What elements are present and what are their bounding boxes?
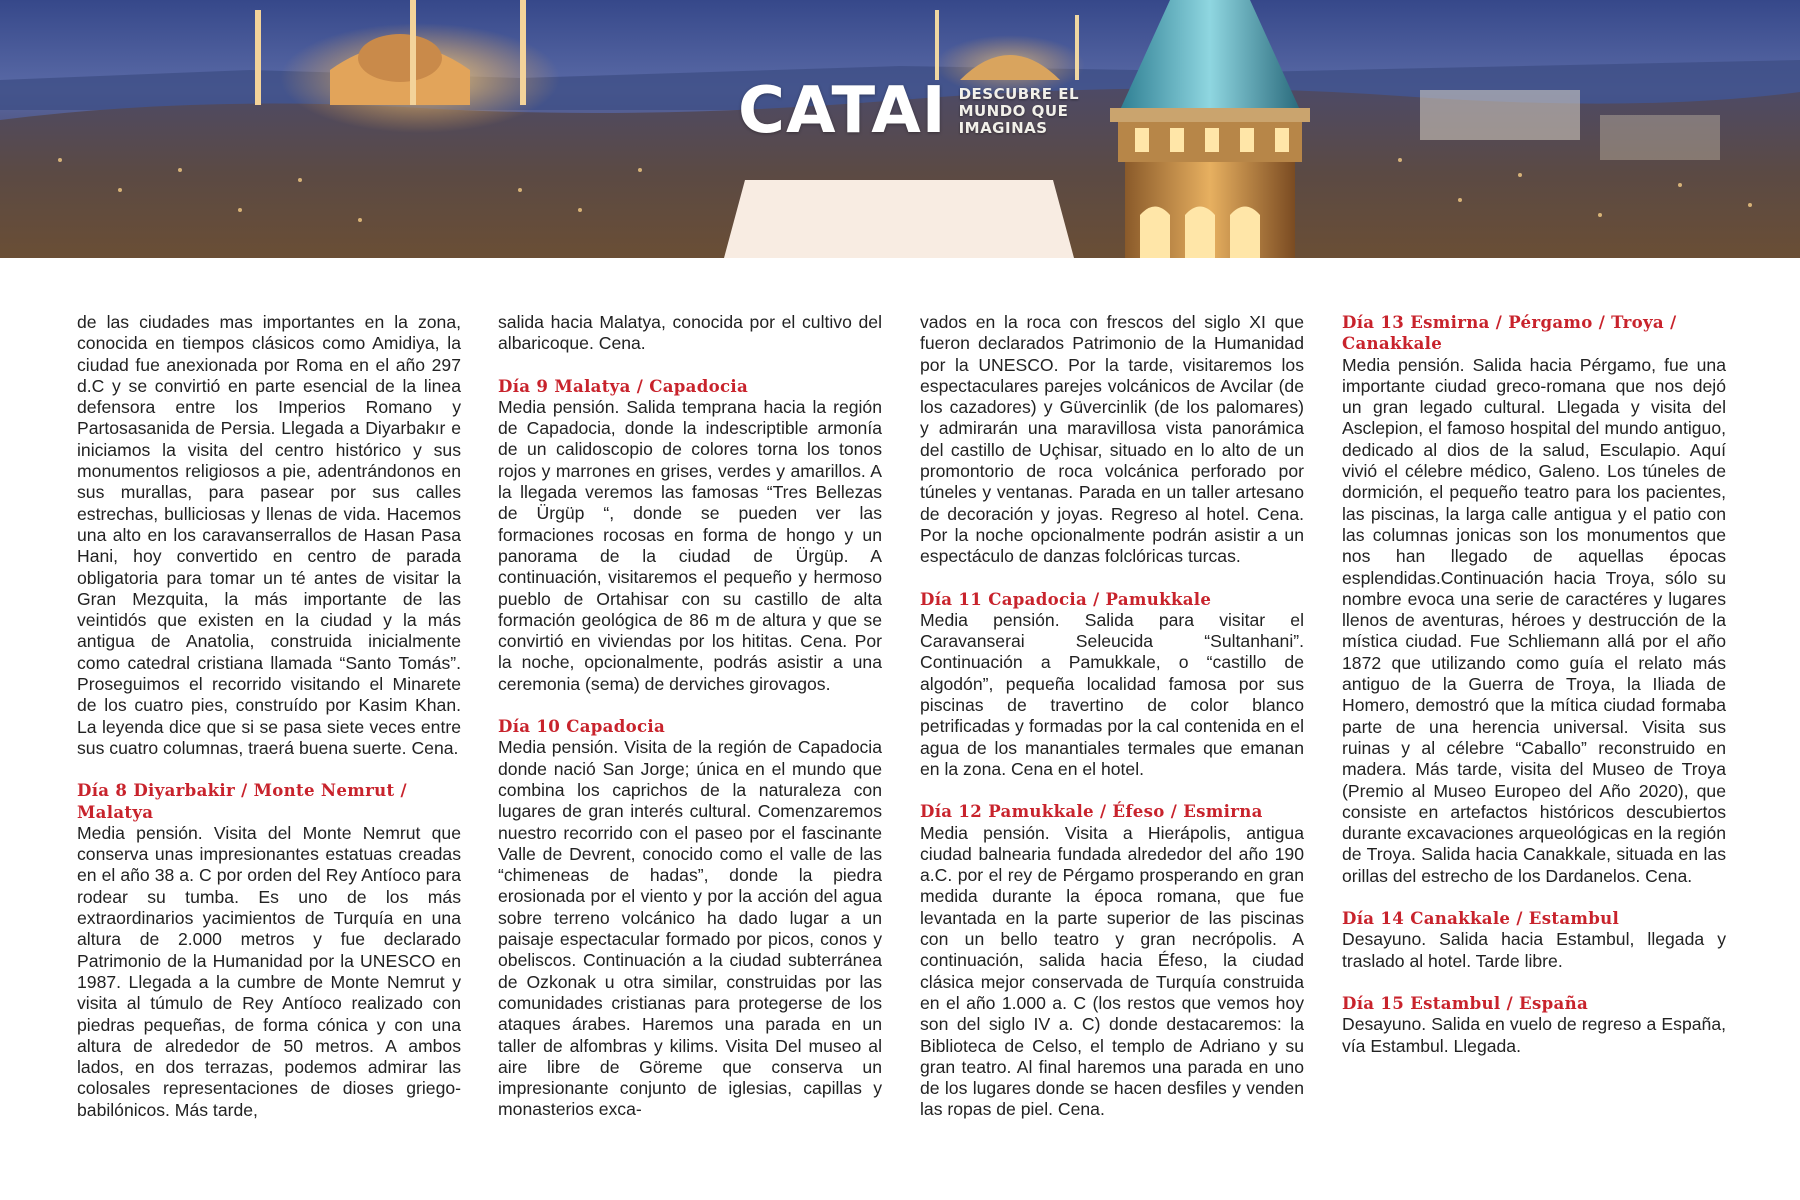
logo-tagline: DESCUBRE EL MUNDO QUE IMAGINAS bbox=[958, 84, 1080, 137]
body-paragraph: Media pensión. Salida temprana hacia la región de Capadocia, donde la indescriptible armonía de un calidoscopio de colores torna los tonos rojos y marrones en grises, verdes y amarillos. A la llegada veremos las famosas “Tres Bellezas de Ürgüp “, donde se pueden ver las formaciones rocosas en forma de hongo y un panorama de la ciudad de Ürgüp. A continuación, visitaremos el pequeño y hermoso pueblo de Ortahisar con su castillo de alta formación geológica de 86 m de altura y que se convirtió en viviendas por los hititas. Cena. Por la noche, opcionalmente, podrás asistir a una ceremonia (sema) de derviches girovagos. bbox=[498, 396, 882, 694]
hero-banner bbox=[0, 0, 1800, 258]
body-paragraph: Media pensión. Visita de la región de Capadocia donde nació San Jorge; única en el mundo que combina los caprichos de la naturaleza con lugares de gran interés cultural. Comenzaremos nuestro recorrido con el paseo por el fascinante Valle de Devrent, conocido como el valle de las “chimeneas de hadas”, donde la piedra erosionada por el viento y por la acción del agua sobre terreno volcánico ha dado lugar a un paisaje espectacular formado por picos, conos y obeliscos. Continuación a la ciudad subterránea de Ozkonak u otra similar, construidas por las comunidades cristianas para protegerse de los ataques árabes. Haremos una parada en un taller de alfombras y kilims. Visita Del museo al aire libre de Göreme que conserva un impresionante conjunto de iglesias, capillas y monasterios exca- bbox=[498, 737, 882, 1120]
body-paragraph: de las ciudades mas importantes en la zona, conocida en tiempos clásicos como Amidiya, la ciudad fue anexionada por Roma en el año 297 d.C y se convirtió en parte esencial de la linea defensora entre los Imperios Romano y Partosasanida de Persia. Llegada a Diyarbakır e iniciamos la visita del centro histórico y sus monumentos religiosos a pie, adentrándonos en sus murallas, para pasear por sus calles estrechas, bulliciosas y llenas de vida. Hacemos una alto en los caravanserrallos de Hasan Pasa Hani, hoy convertido en centro de parada obligatoria para tomar un té antes de visitar la Gran Mezquita, la más importante de las veintidós que existen en la ciudad y la más antigua de Anatolia, construida inicialmente como catedral cristiana llamada “Santo Tomás”. Proseguimos el recorrido visitando el Minarete de los cuatro pies, construído por Kasim Khan. La leyenda dice que si se pasa siete veces entre sus cuatro columnas, traerá buena suerte. Cena. bbox=[77, 312, 461, 758]
body-paragraph: vados en la roca con frescos del siglo XI que fueron declarados Patrimonio de la Humanidad por la UNESCO. Por la tarde, visitaremos los espectaculares parejes volcánicos de Avcilar (de los cazadores) y Güvercinlik (de los palomares) y admirarán una maravillosa vista panorámica del castillo de Uçhisar, situado en lo alto de un promontorio de roca volcánica perforado por túneles y ventanas. Parada en un taller artesano de decoración y joyas. Regreso al hotel. Cena. Por la noche opcionalmente podrán asistir a un espectáculo de danzas folclóricas turcas. bbox=[920, 312, 1304, 567]
body-paragraph: Media pensión. Visita a Hierápolis, antigua ciudad balnearia fundada alrededor del año 190 a.C. por el rey de Pérgamo prosperando en gran medida durante la época romana, que fue levantada en la parte superior de las piscinas con un bello teatro y gran necrópolis. A continuación, salida hacia Éfeso, la ciudad clásica mejor conservada de Turquía construida en el año 1.000 a. C (los restos que vemos hoy son del siglo IV a. C) donde destacaremos: la Biblioteca de Celso, el templo de Adriano y su gran teatro. Al final haremos una parada en uno de los lugares donde se hacen desfiles y venden las ropas de piel. Cena. bbox=[920, 822, 1304, 1120]
day-heading: Día 9 Malatya / Capadocia bbox=[498, 375, 749, 396]
day-heading: Día 10 Capadocia bbox=[498, 716, 666, 737]
day-heading: Día 12 Pamukkale / Éfeso / Esmirna bbox=[920, 801, 1263, 822]
text-column-4 bbox=[1342, 312, 1726, 1057]
text-column-3 bbox=[920, 312, 1304, 1121]
day-heading: Día 14 Canakkale / Estambul bbox=[1342, 908, 1620, 929]
body-paragraph: salida hacia Malatya, conocida por el cultivo del albaricoque. Cena. bbox=[498, 312, 882, 354]
body-paragraph: Media pensión. Salida hacia Pérgamo, fue una importante ciudad greco-romana que nos dejó un gran legado cultural. Llegada y visita del Asclepion, el famoso hospital del mundo antiguo, dedicado al dios de la salud, Esculapio. Aquí vivió el célebre médico, Galeno. Los túneles de dormición, el pequeño teatro para los pacientes, las piscinas, la larga calle antigua y el patio con las columnas jonicas son los monumentos que nos han llegado de aquellas épocas esplendidas.Continuación hacia Troya, sólo su nombre evoca una serie de caractéres y lugares llenos de aventuras, héroes y destrucción de la mística ciudad. Fue Schliemann allá por el año 1872 que utilizando como guía el relato más antiguo de la Guerra de Troya, la Iliada de Homero, demostró que la mítica ciudad formaba parte de una herencia universal. Visita sus ruinas y al célebre “Caballo” reconstruido en madera. Más tarde, visita del Museo de Troya (Premio al Museo Europeo del Año 2020), que consiste en artefactos históricos descubiertos durante excavaciones arqueológicas en la región de Troya. Salida hacia Canakkale, situada en las orillas del estrecho de los Dardanelos. Cena. bbox=[1342, 354, 1726, 886]
body-paragraph: Desayuno. Salida en vuelo de regreso a España, vía Estambul. Llegada. bbox=[1342, 1014, 1726, 1056]
body-paragraph: Media pensión. Visita del Monte Nemrut que conserva unas impresionantes estatuas creadas en el año 38 a. C por orden del Rey Antíoco para rodear su tumba. Es uno de los más extraordinarios yacimientos de Turquía en una altura de 2.000 metros y fue declarado Patrimonio de la Humanidad por la UNESCO en 1987. Llegada a la cumbre de Monte Nemrut y visita al túmulo de Rey Antíoco realizado con piedras pequeñas, de forma cónica y con una altura de alrededor de 50 metros. A ambos lados, en dos terrazas, podemos admirar las colosales representaciones de dioses griego-babilónicos. Más tarde, bbox=[77, 822, 461, 1120]
day-heading: Día 15 Estambul / España bbox=[1342, 992, 1589, 1013]
banner-tab-shape bbox=[724, 180, 1074, 258]
day-heading: Día 13 Esmirna / Pérgamo / Troya / Canakkale bbox=[1342, 312, 1677, 354]
catai-logo bbox=[738, 76, 1079, 146]
logo-wordmark: CATAI bbox=[738, 74, 947, 148]
body-paragraph: Media pensión. Salida para visitar el Caravanserai Seleucida “Sultanhani”. Continuación a Pamukkale, o “castillo de algodón”, pequeña localidad famosa por sus piscinas de travertino de color blanco petrificadas y formadas por la cal contenida en el agua de los manantiales termales que emanan en la zona. Cena en el hotel. bbox=[920, 609, 1304, 779]
body-paragraph: Desayuno. Salida hacia Estambul, llegada y traslado al hotel. Tarde libre. bbox=[1342, 929, 1726, 971]
day-heading: Día 8 Diyarbakir / Monte Nemrut / Malatya bbox=[77, 780, 407, 822]
text-column-1 bbox=[77, 312, 461, 1121]
text-column-2 bbox=[498, 312, 882, 1121]
day-heading: Día 11 Capadocia / Pamukkale bbox=[920, 588, 1212, 609]
